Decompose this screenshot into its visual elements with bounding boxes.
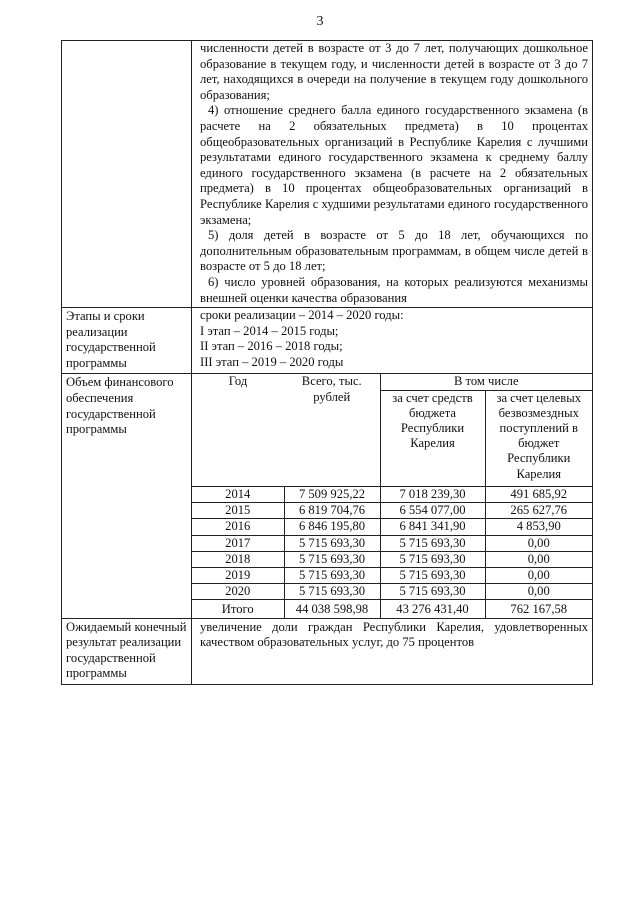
finance-grants: 491 685,92 [485, 486, 592, 502]
finance-header-including: В том числе [380, 374, 592, 390]
finance-year: 2019 [192, 567, 284, 583]
result-label: Ожидаемый конечный результат реализации государственной программы [62, 618, 192, 684]
finance-budget: 5 715 693,30 [380, 551, 485, 567]
finance-header-total: Всего, тыс. рублей [301, 374, 362, 404]
finance-total: 6 819 704,76 [284, 503, 380, 519]
finance-total-sum: 44 038 598,98 [284, 600, 380, 618]
finance-grants: 0,00 [485, 584, 592, 600]
finance-data-row [192, 486, 592, 502]
indicator-item-6: 6) число уровней образования, на которых реализуются механизмы внешней оценки качества образования [200, 274, 588, 305]
finance-budget: 5 715 693,30 [380, 535, 485, 551]
stages-line: III этап – 2019 – 2020 годы [200, 354, 344, 369]
finance-total: 5 715 693,30 [284, 584, 380, 600]
result-row [62, 618, 593, 684]
finance-year: 2016 [192, 519, 284, 535]
finance-budget: 7 018 239,30 [380, 486, 485, 502]
stages-row [62, 308, 593, 374]
stages-line: II этап – 2016 – 2018 годы; [200, 339, 343, 354]
finance-year: 2014 [192, 486, 284, 502]
finance-data-row [192, 584, 592, 600]
indicators-row [62, 41, 593, 308]
stages-content [192, 308, 593, 374]
finance-grants: 0,00 [485, 535, 592, 551]
finance-grants: 4 853,90 [485, 519, 592, 535]
finance-row [62, 374, 593, 618]
finance-data-row [192, 551, 592, 567]
finance-label: Объем финансового обеспечения государственной программы [62, 374, 192, 618]
finance-year: 2018 [192, 551, 284, 567]
finance-total-row [192, 600, 592, 618]
finance-header-grants: за счет целевых безвозмездных поступлений в бюджет Республики Карелия [485, 390, 592, 486]
indicator-item-4: 4) отношение среднего балла единого государственного экзамена (в расчете на 2 обязательных предмета) в 10 процентах общеобразовательных организаций в Республике Карелия с лучшими результатами единого государственного экзамена к среднему баллу единого государственного экзамена (в расчете на 2 обязательных предмета) в 10 процентах общеобразовательных организаций в Республике Карелия с худшими результатами единого государственного экзамена; [200, 103, 588, 227]
indicators-label-cell [62, 41, 192, 308]
finance-total-label: Итого [192, 600, 284, 618]
finance-total: 5 715 693,30 [284, 567, 380, 583]
finance-total: 5 715 693,30 [284, 551, 380, 567]
finance-budget: 5 715 693,30 [380, 567, 485, 583]
indicator-continuation: численности детей в возрасте от 3 до 7 лет, получающих дошкольное образование в текущем году, и численности детей в возрасте от 3 до 7 лет, находящихся в очереди на получение в текущем году дошкольного образования; [200, 41, 588, 102]
finance-header-budget: за счет средств бюджета Республики Карелия [380, 390, 485, 486]
result-text: увеличение доли граждан Республики Карелия, удовлетворенных качеством образовательных услуг, до 75 процентов [200, 619, 588, 650]
finance-grants: 0,00 [485, 551, 592, 567]
stages-line: I этап – 2014 – 2015 годы; [200, 323, 339, 338]
finance-data-row [192, 535, 592, 551]
result-content [192, 618, 593, 684]
finance-total-grants: 762 167,58 [485, 600, 592, 618]
finance-year: 2015 [192, 503, 284, 519]
finance-grants: 265 627,76 [485, 503, 592, 519]
finance-content [192, 374, 593, 618]
indicators-content-cell [192, 41, 593, 308]
indicator-item-5: 5) доля детей в возрасте от 5 до 18 лет, обучающихся по дополнительным образовательным программам, в общем числе детей в возрасте от 5 до 18 лет; [200, 228, 588, 274]
finance-header-year: Год [228, 374, 248, 389]
finance-data-row [192, 503, 592, 519]
finance-grants: 0,00 [485, 567, 592, 583]
finance-total: 6 846 195,80 [284, 519, 380, 535]
finance-budget: 6 554 077,00 [380, 503, 485, 519]
finance-budget: 6 841 341,90 [380, 519, 485, 535]
finance-budget: 5 715 693,30 [380, 584, 485, 600]
passport-table [61, 40, 593, 685]
stages-label: Этапы и сроки реализации государственной программы [62, 308, 192, 374]
stages-line: сроки реализации – 2014 – 2020 годы: [200, 308, 404, 323]
page-number: 3 [316, 14, 324, 29]
finance-total: 5 715 693,30 [284, 535, 380, 551]
finance-data-row [192, 519, 592, 535]
finance-header-row [192, 374, 592, 390]
finance-data-row [192, 567, 592, 583]
finance-year: 2020 [192, 584, 284, 600]
finance-total: 7 509 925,22 [284, 486, 380, 502]
finance-table [192, 374, 592, 617]
finance-year: 2017 [192, 535, 284, 551]
finance-total-budget: 43 276 431,40 [380, 600, 485, 618]
